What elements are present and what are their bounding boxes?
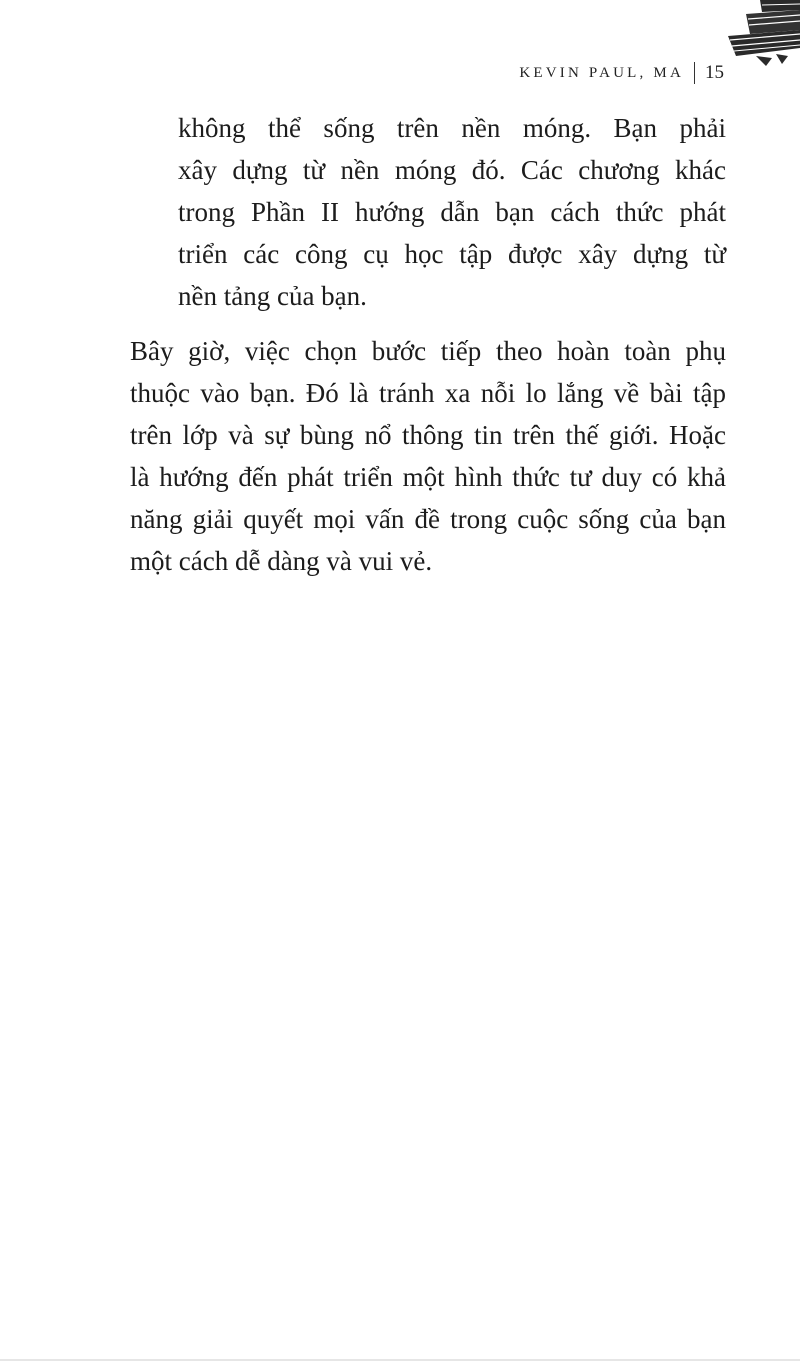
text-line: triển các công cụ học tập được xây dựng từ (178, 239, 726, 269)
running-header-author: KEVIN PAUL, MA (519, 64, 684, 81)
running-header (519, 62, 724, 84)
text-line: là hướng đến phát triển một hình thức tư duy có khả (130, 462, 726, 492)
text-line: trên lớp và sự bùng nổ thông tin trên thế giới. Hoặc (130, 420, 726, 450)
text-line: một cách dễ dàng và vui vẻ. (130, 546, 433, 576)
paragraph (130, 330, 726, 582)
header-divider (694, 62, 695, 84)
text-line: không thể sống trên nền móng. Bạn phải (178, 113, 726, 143)
text-line: nền tảng của bạn. (178, 281, 367, 311)
indented-paragraph (178, 107, 726, 317)
text-line: Bây giờ, việc chọn bước tiếp theo hoàn toàn phụ (130, 336, 726, 366)
page-number: 15 (705, 62, 724, 83)
text-line: xây dựng từ nền móng đó. Các chương khác (178, 155, 726, 185)
text-line: thuộc vào bạn. Đó là tránh xa nỗi lo lắng về bài tập (130, 378, 726, 408)
stacked-books-icon (716, 0, 800, 72)
text-line: trong Phần II hướng dẫn bạn cách thức phát (178, 197, 726, 227)
text-line: năng giải quyết mọi vấn đề trong cuộc sống của bạn (130, 504, 726, 534)
